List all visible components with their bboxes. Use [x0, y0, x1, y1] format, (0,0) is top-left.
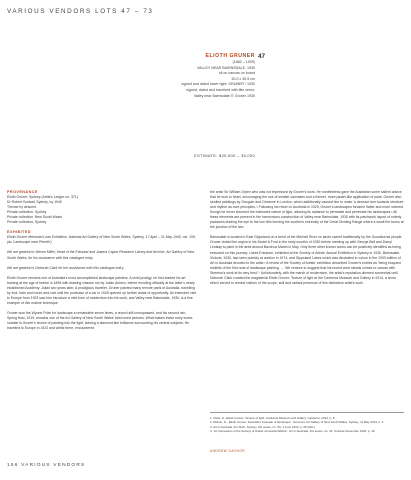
provenance-item: Dr Robert Godsall, Sydney, by 1940: [7, 200, 62, 205]
essay-author: ANDREW GAYNOR: [210, 449, 246, 453]
acknowledgement: We are grateful to Steven Miller, Head of the Edmund and Joanna Capon Research Library and Archive, Art Gallery of New South Wales, for his assistance with this catalogue entry.: [7, 250, 195, 260]
essay-paragraph: Bairnsdale is located in East Gippsland on a bend of the Mitchell River on lands owned traditionally by the Gunaikurnai people. Gruner visited the region in his Model A Ford in the early months of 1930 before meeting up with George Bell and Darryl Lindsay to paint in the area around Bacchus Marsh in May. Only three other known works can be positively identified as being executed on this journey: Lakes Entrance, exhibited at the Society of Artists' Annual Exhibition in Sydney in 1930, Bairnsdale, Victoria, 1930, last seen publicly at auction in 1974, and Gippsland Lakes which was illustrated in colour in the 1933 edition of Art in Australia devoted to the artist.³ A review of the Society of Artists' exhibition described Gruner's entries as 'being eloquent exhibits of the first rank of landscape painting. … We venture to suggest that his recent work stands comes to canvas with Streeton's work at its very best.'⁴ Unfortunately, with the march of modernism, the artist's reputation dimmed somewhat until Deborah Clark curated the magisterial Elioth Gruner: Texture of light at the Canberra Museum and Gallery in 2014, a show which served to remind visitors of the scope, skill and radiant presence of this distinctive artist's work.: [210, 235, 403, 285]
exhibited-heading: EXHIBITED: [7, 230, 31, 235]
footnotes: [210, 416, 404, 434]
essay-paragraph: Elioth Gruner remains one of Australia's most accomplished landscape painters. A child prodigy, he first started his art training at the age of twelve in 1894 with drawing classes run by Julian Ashton, before enrolling officially at the latter's newly established Academy. Julian two years later. A prodigious traveller, Gruner painted many remote parts of Australia, travelling by foot, train and horse-and-cart until the purchase of a car in 1928 opened up further vistas of opportunity. An extended visit to Europe from 1923 saw him introduce a mild form of modernism into his work, and Valley near Bairnsdale, 1930, is a fine example of this mature technique.: [7, 275, 196, 305]
footnote-divider: [210, 412, 404, 413]
left-column: [7, 190, 197, 336]
estimate: ESTIMATE: $25,000 – 35,000: [194, 153, 255, 158]
artwork-medium: oil on canvas on board: [218, 71, 255, 76]
artwork-size: 30.0 x 40.5 cm: [231, 76, 255, 81]
provenance-heading: PROVENANCE: [7, 190, 38, 194]
artist-dates: (1882 – 1939): [232, 60, 255, 64]
essay-paragraph: Gruner won the Wynne Prize for landscape a remarkable seven times, a record still unsurpassed, and his second win, Spring frost, 1919, remains one of the Art Gallery of New South Wales' best loved pictures. What makes these early works notable is Gruner's choice of painting into the light, leaving a diamond-like brilliance surrounding his central subjects. He travelled to Europe in 1923 and whilst there, encountered: [7, 310, 193, 331]
provenance-item: Private collection, Sydney: [7, 210, 47, 215]
footnote: 4. 'An impression of the Society of Artists' Annual Exhibition', Art in Australia, 3rd series, no. 34, October-November 1930, p. 16: [210, 429, 375, 434]
acknowledgement: We are grateful to Deborah Clark for her assistance with this catalogue entry.: [7, 265, 124, 270]
provenance-item: Private collection, Sydney: [7, 220, 47, 225]
page-footer: 156 VARIOUS VENDORS: [7, 463, 86, 468]
right-column: [210, 190, 404, 291]
inscription-line: Valley near Bairnsdale/ E Gruner 1930: [193, 93, 255, 98]
provenance-item: Thence by descent: [7, 205, 37, 210]
exhibited-item: Elioth Gruner Memorial Loan Exhibition, National Art Gallery of New South Wales, Sydney, 17 April – 31 May 1940, cat. 159, (as 'Landscape near Penrith'): [7, 235, 196, 245]
inscription-line: signed, dated and inscribed with title verso:: [186, 87, 255, 92]
artist-name: ELIOTH GRUNER: [205, 53, 255, 59]
provenance-item: Private collection, New South Wales: [7, 215, 63, 220]
essay-paragraph: the artist Sir William Orpen who was not impressed by Gruner's work. He nonetheless gave the Australian some salient advice that he took to heart, encouraging the use of smaller canvases and a thinner, more pastel-like application of paint. Gruner also studied paintings by Gauguin and Cézanne in London, which additionally caused him to make 'a decisive turn towards structure and rhythm as core principles.'¹ Following his return to Australia in 1925, Gruner's landscapes became flatter and more ordered, though he never shunned the iridescent nature of light, allowing its radiance to permeate and penetrate his landscapes.² All these elements are present in the harmonious construction of Valley near Bairnsdale, 1930 with its patchwork layout of orderly paddocks leading the eye to the low hills forming the southern extremity of the Great Dividing Range where a small fire burns at the junction of the two.: [210, 190, 404, 230]
lot-details: [140, 53, 255, 99]
provenance-item: Elioth Gruner, Sydney (Artist's Ledger no. 371): [7, 195, 78, 200]
footnote: 3. Art in Australia, the Sixth, Sydney, 3rd series, no. 50, 1 June 1933, p. 25 (illus.): [210, 424, 316, 429]
footnote: 2. Wilson, N., 'Elioth Gruner: Australia's 'laureate of landscape'', Decorart, Art Gallery of New South Wales, Sydney, 11 May 2014, p. 4: [210, 420, 384, 425]
page-header: VARIOUS VENDORS LOTS 47 – 73: [7, 8, 154, 15]
artwork-title: VALLEY NEAR BAIRNSDALE, 1930: [197, 65, 255, 70]
footnote: 1. Clark, D., Elioth Gruner: Texture of light, Canberra Museum and Gallery, Canberra, 2014, p. 8: [210, 416, 335, 420]
lot-number: 47: [258, 53, 266, 60]
inscription-line: signed and dated lower right: GRUNER / 1930: [181, 82, 255, 87]
